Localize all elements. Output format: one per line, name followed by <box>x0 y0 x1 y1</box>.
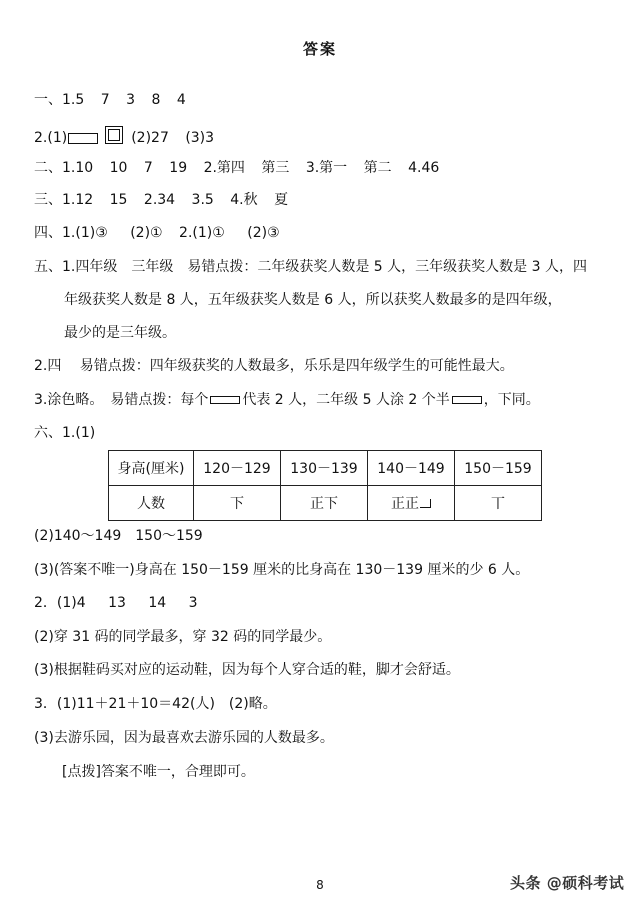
text: 3 <box>188 595 198 611</box>
answer-line-9: 六、1.(1) <box>34 425 96 441</box>
text: 19 <box>169 160 188 176</box>
text: 7 <box>100 92 110 108</box>
answer-line-3 <box>34 158 439 178</box>
answer-line-13: (2)穿 31 码的同学最多，穿 32 码的同学最少。 <box>34 629 332 645</box>
text: 代表 2 人，二年级 5 人涂 2 个半 <box>242 392 450 408</box>
rectangle-icon <box>68 133 98 144</box>
page-number: 8 <box>316 878 324 892</box>
table-cell: 下 <box>194 486 281 521</box>
text: ，下同。 <box>483 392 540 408</box>
text: 2.34 <box>143 192 176 208</box>
text: 第二 <box>363 160 392 176</box>
text: 8 <box>151 92 161 108</box>
text: (3)3 <box>185 130 215 146</box>
height-tally-table <box>108 450 542 521</box>
text: 2．(1)4 <box>34 595 86 611</box>
answer-line-1 <box>34 90 186 110</box>
watermark: 头条 @硕科考试 <box>510 874 625 892</box>
answer-line-15: 3．(1)11＋21＋10＝42(人) (2)略。 <box>34 696 277 712</box>
answer-line-2 <box>34 128 214 150</box>
text: 7 <box>143 160 153 176</box>
text: 10 <box>109 160 128 176</box>
text: 4.46 <box>408 160 440 176</box>
answer-line-14: (3)根据鞋码买对应的运动鞋，因为每个人穿合适的鞋，脚才会舒适。 <box>34 662 460 678</box>
answer-line-6a: 五、1.四年级 三年级 易错点拨：二年级获奖人数是 5 人，三年级获奖人数是 3 人，四 <box>34 259 587 275</box>
table-cell: 130－139 <box>281 451 368 486</box>
text: 2.(1)① <box>179 225 225 241</box>
page-title: 答案 <box>302 40 337 58</box>
text: 3.第一 <box>305 160 348 176</box>
text: 四、1.(1)③ <box>34 225 108 241</box>
text: (2)① <box>130 225 163 241</box>
table-cell: 丅 <box>455 486 542 521</box>
table-cell: 人数 <box>109 486 194 521</box>
text: 3 <box>126 92 136 108</box>
text: 二、1.10 <box>34 160 94 176</box>
table-cell: 150－159 <box>455 451 542 486</box>
text: 夏 <box>274 192 289 208</box>
answer-line-16: (3)去游乐园，因为最喜欢去游乐园的人数最多。 <box>34 730 334 746</box>
answer-line-7: 2.四 易错点拨：四年级获奖的人数最多，乐乐是四年级学生的可能性最大。 <box>34 358 514 374</box>
answer-line-10: (2)140～149 150～159 <box>34 528 203 544</box>
rectangle-icon <box>210 396 240 404</box>
text: 2.(1) <box>34 130 68 146</box>
text: (2)27 <box>131 130 169 146</box>
answer-line-5 <box>34 223 280 243</box>
answer-line-11: (3)(答案不唯一)身高在 150－159 厘米的比身高在 130－139 厘米的少 6 人。 <box>34 562 530 578</box>
rectangle-icon <box>452 396 482 404</box>
answer-line-6b: 年级获奖人数是 8 人，五年级获奖人数是 6 人，所以获奖人数最多的是四年级， <box>64 292 562 308</box>
answer-line-4 <box>34 190 288 210</box>
answer-line-6c: 最少的是三年级。 <box>64 325 176 341</box>
answer-line-17: [点拨]答案不唯一，合理即可。 <box>62 764 255 780</box>
text: 第三 <box>261 160 290 176</box>
table-cell: 正下 <box>281 486 368 521</box>
table-cell: 120－129 <box>194 451 281 486</box>
table-row <box>109 486 542 521</box>
answer-line-12 <box>34 593 198 613</box>
text: 4 <box>176 92 186 108</box>
table-cell: 身高(厘米) <box>109 451 194 486</box>
text: 三、1.12 <box>34 192 94 208</box>
tally-text: 正正 <box>391 496 419 512</box>
table-cell: 140－149 <box>368 451 455 486</box>
answer-line-8 <box>34 390 540 410</box>
text: 14 <box>148 595 167 611</box>
square-icon <box>105 126 123 144</box>
text: 13 <box>108 595 126 611</box>
text: 4.秋 <box>230 192 258 208</box>
table-row <box>109 451 542 486</box>
text: 3.5 <box>191 192 214 208</box>
text: 一、1.5 <box>34 92 85 108</box>
text: (2)③ <box>247 225 280 241</box>
text: 2.第四 <box>203 160 245 176</box>
table-cell <box>368 486 455 521</box>
text: 15 <box>109 192 128 208</box>
text: 3.涂色略。 易错点拨：每个 <box>34 392 209 408</box>
tally-stroke-icon <box>420 499 431 508</box>
